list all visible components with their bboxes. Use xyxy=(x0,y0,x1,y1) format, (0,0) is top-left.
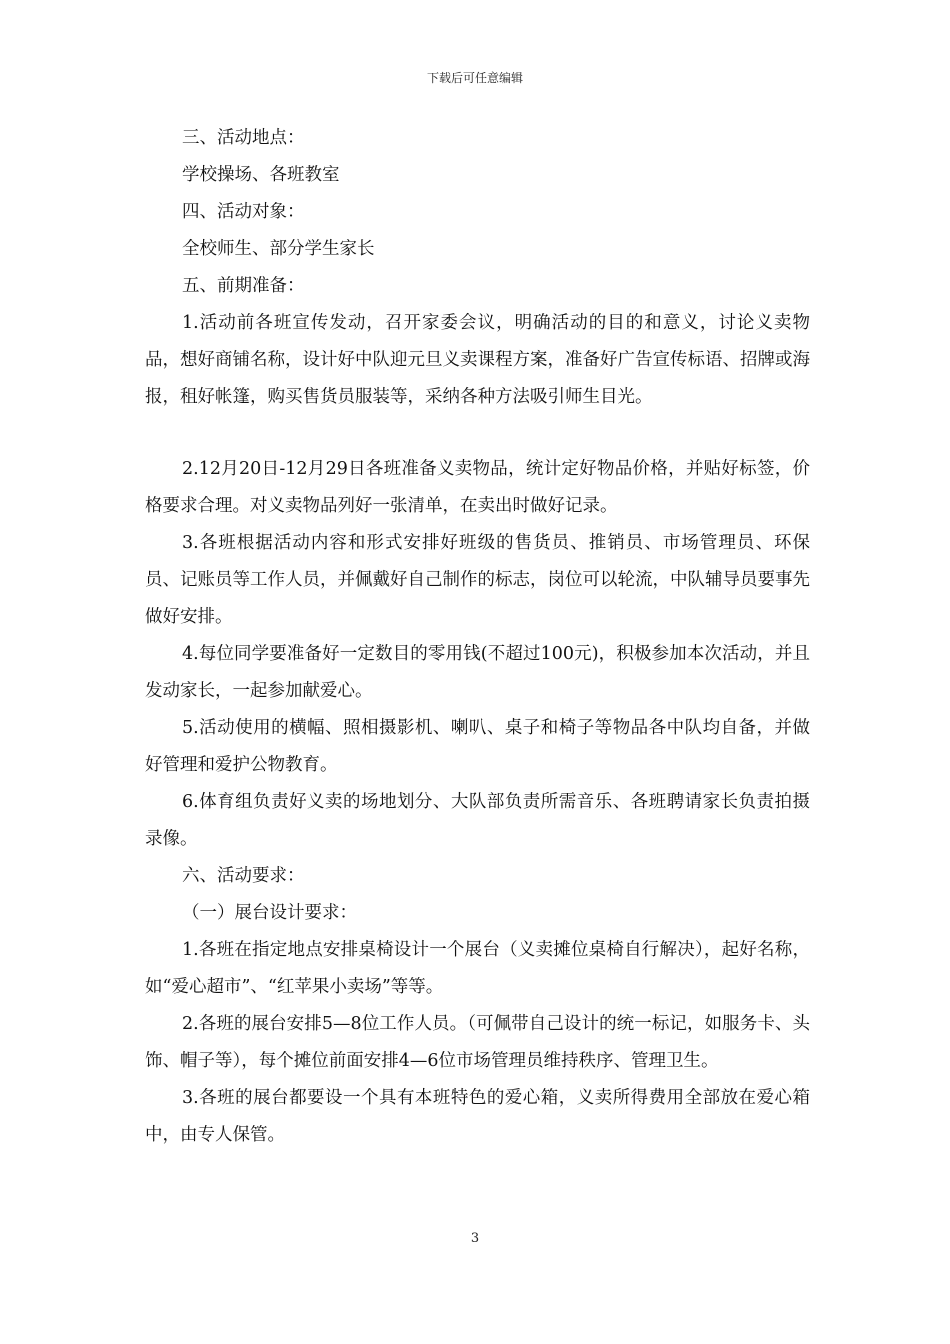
page-number: 3 xyxy=(470,1231,480,1246)
section-heading-participants: 四、活动对象： xyxy=(182,202,305,222)
booth-requirement-2: 2.各班的展台安排5—8位工作人员。（可佩带自己设计的统一标记，如服务卡、头饰、帽子等），每个摊位前面安排4—6位市场管理员维持秩序、管理卫生。 xyxy=(145,1014,810,1071)
section-heading-requirements: 六、活动要求： xyxy=(182,866,305,886)
booth-requirement-3: 3.各班的展台都要设一个具有本班特色的爱心箱，义卖所得费用全部放在爱心箱中，由专人保管。 xyxy=(145,1088,810,1145)
paragraph-gap xyxy=(145,416,810,451)
preparation-item-2: 2.12月20日-12月29日各班准备义卖物品，统计定好物品价格，并贴好标签，价格要求合理。对义卖物品列好一张清单，在卖出时做好记录。 xyxy=(145,459,810,516)
subsection-heading-booth-design: （一）展台设计要求： xyxy=(182,903,357,923)
page-header-note: 下载后可任意编辑 xyxy=(426,71,523,85)
preparation-item-1: 1.活动前各班宣传发动，召开家委会议，明确活动的目的和意义，讨论义卖物品，想好商铺名称，设计好中队迎元旦义卖课程方案，准备好广告宣传标语、招牌或海报，租好帐篷，购买售货员服装等，采纳各种方法吸引师生目光。 xyxy=(145,313,810,407)
booth-requirement-1: 1.各班在指定地点安排桌椅设计一个展台（义卖摊位桌椅自行解决），起好名称，如“爱心超市”、“红苹果小卖场”等等。 xyxy=(145,940,810,997)
preparation-item-6: 6.体育组负责好义卖的场地划分、大队部负责所需音乐、各班聘请家长负责拍摄录像。 xyxy=(145,792,810,849)
location-text: 学校操场、各班教室 xyxy=(182,165,340,185)
preparation-item-4: 4.每位同学要准备好一定数目的零用钱(不超过100元)，积极参加本次活动，并且发动家长，一起参加献爱心。 xyxy=(145,644,810,701)
preparation-item-5: 5.活动使用的横幅、照相摄影机、喇叭、桌子和椅子等物品各中队均自备，并做好管理和爱护公物教育。 xyxy=(145,718,810,775)
preparation-item-3: 3.各班根据活动内容和形式安排好班级的售货员、推销员、市场管理员、环保员、记账员等工作人员，并佩戴好自己制作的标志，岗位可以轮流，中队辅导员要事先做好安排。 xyxy=(145,533,810,627)
section-heading-preparation: 五、前期准备： xyxy=(182,276,305,296)
participants-text: 全校师生、部分学生家长 xyxy=(182,239,375,259)
document-body xyxy=(145,120,810,1154)
section-heading-location: 三、活动地点： xyxy=(182,128,305,148)
